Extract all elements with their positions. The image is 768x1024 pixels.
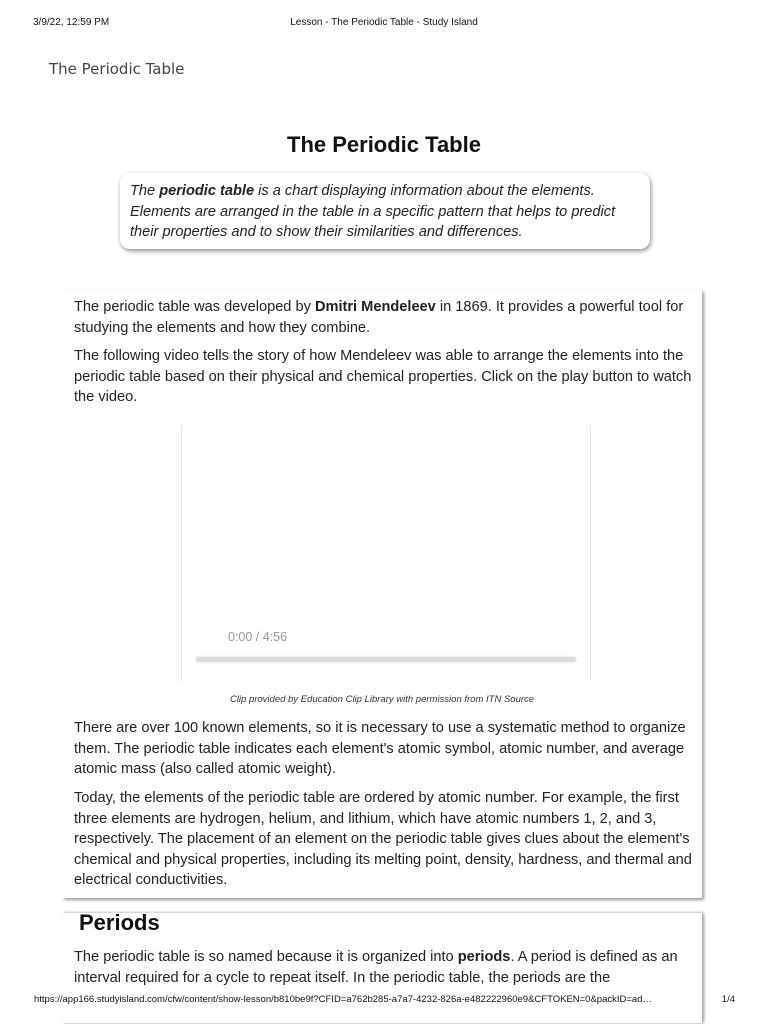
print-datetime: 3/9/22, 12:59 PM bbox=[33, 17, 110, 28]
video-time: 0:00 / 4:56 bbox=[228, 630, 288, 644]
body-paragraph-4: Today, the elements of the periodic table are ordered by atomic number. For example, the first three elements are hydrogen, helium, and lithium, which have atomic numbers 1, 2, and 3, respectively. The placement of an element on the periodic table gives clues about the element's chemical and physical properties, including its melting point, density, hardness, and thermal and electrical conductivities. bbox=[74, 790, 692, 888]
lesson-title: The Periodic Table bbox=[287, 132, 481, 157]
intro-paragraph-2: The following video tells the story of how Mendeleev was able to arrange the elements into the periodic table based on their physical and chemical properties. Click on the play button to watch the video. bbox=[74, 348, 692, 405]
periods-p-pre: The periodic table is so named because it is organized into bbox=[74, 949, 458, 965]
video-player[interactable] bbox=[181, 425, 591, 681]
definition-pre: The bbox=[130, 183, 160, 199]
print-header bbox=[0, 17, 768, 31]
periods-paragraph bbox=[74, 947, 694, 988]
body-paragraph-3: There are over 100 known elements, so it is necessary to use a systematic method to organize them. The periodic table indicates each element's atomic symbol, atomic number, and average atomic mass (also called atomic weight). bbox=[74, 720, 686, 777]
periods-heading: Periods bbox=[79, 910, 160, 935]
intro-p1-pre: The periodic table was developed by bbox=[74, 299, 315, 315]
video-progress-bar[interactable] bbox=[196, 657, 576, 660]
periods-term: periods bbox=[457, 949, 511, 965]
site-title: The Periodic Table bbox=[49, 60, 185, 78]
intro-paragraph-1 bbox=[74, 297, 694, 338]
print-footer bbox=[0, 994, 768, 1008]
print-doc-title: Lesson - The Periodic Table - Study Island bbox=[290, 17, 478, 28]
mendeleev-name: Dmitri Mendeleev bbox=[314, 299, 436, 315]
print-page-number: 1/4 bbox=[721, 994, 735, 1005]
definition-term: periodic table bbox=[159, 183, 255, 199]
video-caption: Clip provided by Education Clip Library with permission from ITN Source bbox=[229, 694, 535, 705]
lesson-content bbox=[62, 290, 702, 898]
intro-p1-post: in 1869. It provides a powerful tool for studying the elements and how they combine. bbox=[74, 299, 684, 336]
print-url: https://app166.studyisland.com/cfw/content/show-lesson/b810be9f?CFID=a762b285-a7a7-4232-826a-e482222960e9&CFTOKEN=0&packID=ad… bbox=[34, 994, 652, 1005]
definition-post: is a chart displaying information about the elements. Elements are arranged in the table in a specific pattern that helps to predict their properties and to show their similarities and differences. bbox=[130, 183, 616, 240]
definition-box bbox=[120, 173, 650, 249]
periods-p-post: . A period is defined as an interval required for a cycle to repeat itself. In the periodic table, the periods are the bbox=[74, 949, 678, 986]
